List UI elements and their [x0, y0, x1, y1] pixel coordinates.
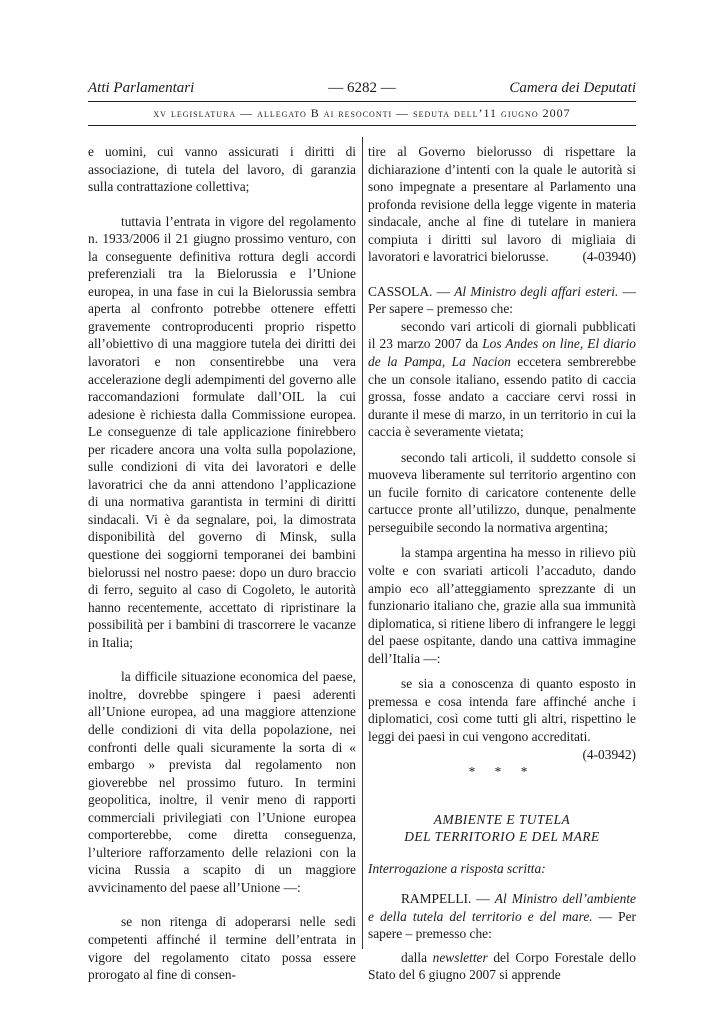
left-paragraph-1: e uomini, cui vanno assicurati i diritti di associazione, di tutela del lavoro, di garanzia sulla contrattazione collettiva; — [88, 144, 356, 195]
right-paragraph-5-text: se sia a conoscenza di quanto esposto in premessa e cosa intenda fare affinché anche i diplomatici, così come tutti gli altri, rispettino le leggi dei paesi in cui vengono accreditati. — [368, 676, 636, 744]
reference-4-03940: (4-03940) — [582, 249, 636, 265]
header-subtitle: xv legislatura — allegato B ai resoconti — seduta dell’11 giugno 2007 — [153, 106, 571, 120]
reference-4-03942: (4-03942) — [582, 746, 636, 762]
rampelli-name: RAMPELLI. — [401, 891, 472, 907]
cassola-dash: — — [432, 283, 455, 299]
cassola-tail: — Per sapere – premesso che: — [368, 283, 637, 317]
right-paragraph-2 — [368, 318, 636, 441]
rampelli-addressee: Al Ministro dell’ambiente e della tutela del territorio e del mare. — [368, 891, 636, 924]
newspaper-names: Los Andes on line, El diario de la Pampa, La Nacion — [368, 336, 637, 370]
header-right: Camera dei Deputati — [509, 80, 636, 96]
right-paragraph-5 — [368, 675, 636, 762]
newsletter-word: newsletter — [432, 949, 488, 965]
page-header — [88, 80, 636, 102]
p2-part-c: eccetera sembrerebbe che un console italiano, essendo patito di caccia grossa, fosse andato a cacciare cervi rossi in durante il mese di marzo, in un territorio in cui la caccia è severamente vietata; — [368, 354, 636, 440]
right-paragraph-6 — [368, 949, 636, 984]
section-title-line-2: DEL TERRITORIO E DEL MARE — [404, 829, 600, 845]
left-column — [88, 143, 356, 984]
column-divider — [362, 137, 363, 949]
right-column — [368, 143, 636, 984]
rampelli-heading — [368, 890, 636, 943]
right-paragraph-4: la stampa argentina ha messo in rilievo più volte e con svariati articoli l’accaduto, dando ampio eco all’atteggiamento sprezzante di un funzionario italiano che, grazie alla sua immunità diplomatica, si ritiene libero di infrangere le leggi del paese ospitante, dando una cattiva immagine dell’Italia —: — [368, 545, 636, 666]
left-paragraph-2: tuttavia l’entrata in vigore del regolamento n. 1933/2006 il 21 giugno prossimo venturo, con la conseguente definitiva rottura degli accordi preferenziali tra la Bielorussia e l’Unione europea, in una fase in cui la Bielorussia sembra aperta al confronto potrebbe ottenere effetti gravemente controproducenti proprio rispetto all’obiettivo di una maggiore tutela dei diritti dei lavoratori e non consentirebbe una vera accelerazione degli adempimenti del governo alle raccomandazioni formulate dall’OIL la cui adesione è richiesta dalla Commissione europea. Le conseguenze di tale applicazione finirebbero per ricadere ancora una volta sulla popolazione, sulle condizioni di vita dei lavoratori e delle lavoratrici che da anni attendono l’applicazione di una normativa garantista in termini di diritti sindacali. Vi è da segnalare, poi, la dimostrata disponibilità del governo di Minsk, sulla questione dei soggiorni temporanei dei bambini bielorussi nel nostro paese: dopo un duro braccio di ferro, seguito al caso di Cogoleto, le autorità hanno recentemente, accettato di ripristinare la possibilità per i bambini di trascorrere le vacanze in Italia; — [88, 213, 356, 650]
rampelli-tail: — Per sapere – premesso che: — [368, 908, 636, 942]
right-paragraph-3: secondo tali articoli, il suddetto console si muoveva liberamente sul territorio argentino con un fucile fornito di caricatore contenente delle cartucce pronte all’utilizzo, dunque, penalmente perseguibile secondo la normativa argentina; — [368, 449, 636, 535]
right-paragraph-1 — [368, 143, 636, 266]
rampelli-dash: — — [471, 891, 495, 907]
interrogazione-label: Interrogazione a risposta scritta: — [368, 860, 546, 876]
header-rule-bottom — [88, 125, 636, 126]
cassola-addressee: Al Ministro degli affari esteri. — [454, 283, 619, 299]
cassola-name: CASSOLA. — [368, 283, 433, 299]
left-paragraph-3: la difficile situazione economica del paese, inoltre, dovrebbe spingere i paesi aderenti all’Unione europea, ad una maggiore attenzione delle condizioni di vita della popolazione, nei confronti delle quali sicuramente la sorta di « embargo » prevista dal regolamento non gioverebbe nel prossimo futuro. In termini geopolitica, inoltre, il venir meno di rapporti commerciali privilegiati con l’Unione europea comporterebbe, come diretta conseguenza, l’ulteriore rafforzamento delle relazioni con la vicina Russia a scapito di un maggiore avvicinamento del paese all’Unione —: — [88, 669, 356, 895]
left-paragraph-4: se non ritenga di adoperarsi nelle sedi competenti affinché il termine dell’entrata in vigore del regolamento citato possa essere prorogato al fine di consen- — [88, 914, 356, 983]
header-rule-top — [88, 101, 636, 102]
page-number: — 6282 — — [328, 80, 396, 96]
p6-part-a: dalla — [401, 949, 433, 965]
p2-part-a: secondo vari articoli di giornali pubblicati il 23 marzo 2007 da — [368, 318, 636, 352]
section-title-line-1: AMBIENTE E TUTELA — [433, 811, 571, 827]
section-separator-stars: * * * — [468, 764, 536, 780]
p6-part-c: del Corpo Forestale dello Stato del 6 giugno 2007 si apprende — [368, 949, 636, 983]
header-left: Atti Parlamentari — [88, 80, 195, 96]
right-paragraph-1-text: tire al Governo bielorusso di rispettare la dichiarazione d’intenti con la quale le autorità si sono impegnate a presentare al Parlamento una profonda revisione della legge vigente in materia sindacale, anche al fine di tutelare in maniera compiuta i diritti sul lavoro di migliaia di lavoratori e lavoratrici bielorusse. — [368, 144, 636, 265]
cassola-heading — [368, 283, 636, 318]
